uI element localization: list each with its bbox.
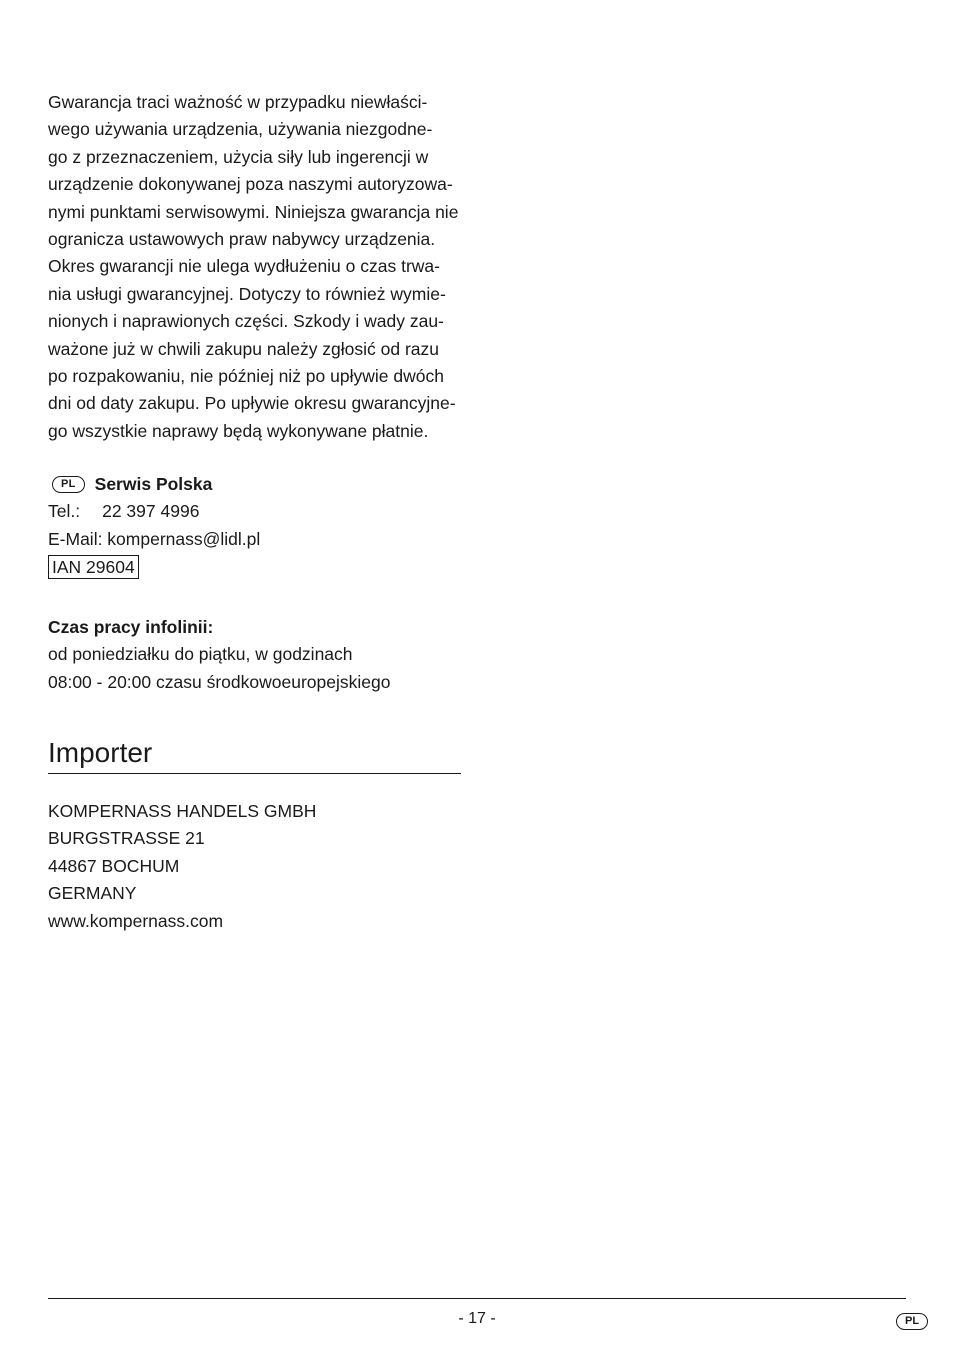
address-line: GERMANY bbox=[48, 883, 137, 904]
warranty-line: Gwarancja traci ważność w przypadku niewłaści- bbox=[48, 92, 428, 112]
address-line: KOMPERNASS HANDELS GMBH bbox=[48, 801, 317, 821]
hours-block bbox=[48, 614, 461, 696]
warranty-line: go wszystkie naprawy będą wykonywane płatnie. bbox=[48, 420, 429, 441]
footer-country-badge: PL bbox=[896, 1313, 928, 1330]
warranty-line: nia usługi gwarancyjnej. Dotyczy to również wymie- bbox=[48, 283, 446, 304]
warranty-line: dni od daty zakupu. Po upływie okresu gwarancyjne- bbox=[48, 393, 456, 414]
warranty-line: po rozpakowaniu, nie później niż po upływie dwóch bbox=[48, 366, 444, 387]
footer-divider bbox=[48, 1298, 906, 1299]
warranty-line: wego używania urządzenia, używania niezgodne- bbox=[48, 119, 433, 140]
country-badge: PL bbox=[52, 476, 85, 493]
hours-line: 08:00 - 20:00 czasu środkowoeuropejskiego bbox=[48, 671, 391, 692]
hours-title: Czas pracy infolinii: bbox=[48, 617, 214, 637]
service-phone bbox=[48, 498, 461, 525]
hours-line: od poniedziałku do piątku, w godzinach bbox=[48, 644, 353, 665]
warranty-line: urządzenie dokonywanej poza naszymi autoryzowa- bbox=[48, 174, 453, 195]
address-line: 44867 BOCHUM bbox=[48, 855, 180, 876]
phone-label: Tel.: bbox=[48, 501, 81, 522]
warranty-line: ważone już w chwili zakupu należy zgłosić od razu bbox=[48, 338, 440, 359]
warranty-line: nymi punktami serwisowymi. Niniejsza gwarancja nie bbox=[48, 201, 459, 222]
warranty-line: go z przeznaczeniem, użycia siły lub ingerencji w bbox=[48, 146, 429, 167]
page-number: - 17 - bbox=[458, 1310, 496, 1327]
importer-address bbox=[48, 798, 461, 935]
warranty-line: ogranicza ustawowych praw nabywcy urządzenia. bbox=[48, 229, 436, 250]
warranty-line: Okres gwarancji nie ulega wydłużeniu o czas trwa- bbox=[48, 256, 440, 277]
service-title: Serwis Polska bbox=[94, 474, 213, 494]
service-email: E-Mail: kompernass@lidl.pl bbox=[48, 528, 261, 549]
service-heading bbox=[48, 471, 461, 498]
warranty-text bbox=[48, 89, 461, 445]
website: www.kompernass.com bbox=[48, 910, 224, 931]
service-block bbox=[48, 471, 461, 582]
importer-heading: Importer bbox=[48, 734, 461, 774]
phone-number: 22 397 4996 bbox=[102, 501, 200, 522]
address-line: BURGSTRASSE 21 bbox=[48, 828, 205, 849]
warranty-line: nionych i naprawionych części. Szkody i wady zau- bbox=[48, 311, 444, 332]
ian-box: IAN 29604 bbox=[48, 555, 139, 579]
